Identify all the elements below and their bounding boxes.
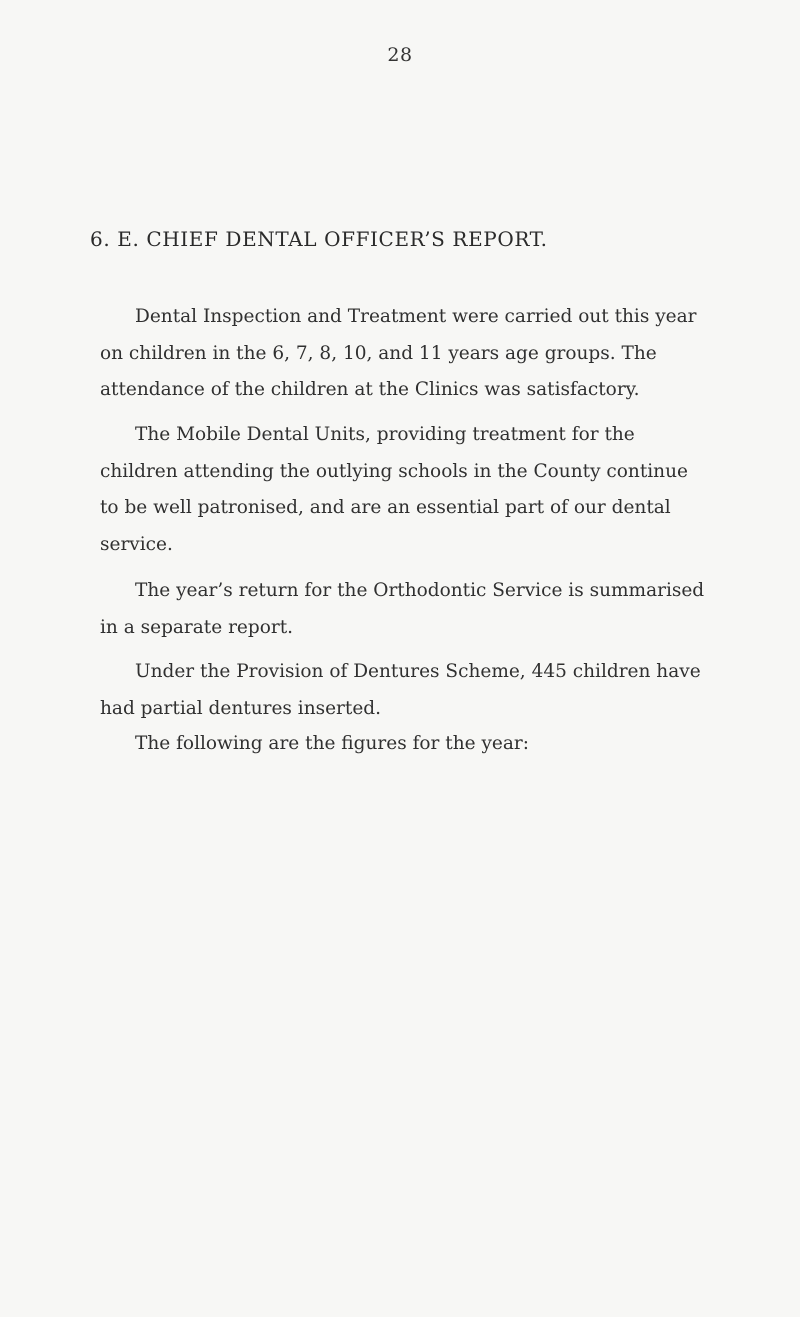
paragraph-line: to be well patronised, and are an essential part of our dental (100, 497, 671, 518)
page-number: 28 (387, 44, 413, 66)
paragraph-mobile-units (100, 417, 790, 563)
paragraph-dental-inspection (100, 299, 790, 409)
paragraph-line: service. (100, 533, 173, 555)
paragraph-line: attendance of the children at the Clinics was satisfactory. (100, 379, 640, 400)
paragraph-line: The following are the figures for the year: (135, 733, 529, 754)
paragraph-line: Dental Inspection and Treatment were carried out this year (135, 306, 697, 327)
paragraph-line: had partial dentures inserted. (100, 697, 382, 719)
paragraph-line: The Mobile Dental Units, providing treatment for the (135, 424, 635, 445)
paragraph-line: in a separate report. (100, 616, 294, 638)
section-heading: 6. E. CHIEF DENTAL OFFICER’S REPORT. (90, 227, 548, 251)
paragraph-orthodontic (100, 573, 790, 646)
paragraph-dentures (100, 654, 790, 727)
paragraph-line: The year’s return for the Orthodontic Service is summarised (135, 580, 705, 601)
paragraph-line: children attending the outlying schools in the County continue (100, 460, 688, 482)
paragraph-line: on children in the 6, 7, 8, 10, and 11 years age groups. The (100, 342, 657, 364)
paragraph-line: Under the Provision of Dentures Scheme, 445 children have (135, 661, 701, 682)
paragraph-figures-intro (100, 726, 790, 763)
